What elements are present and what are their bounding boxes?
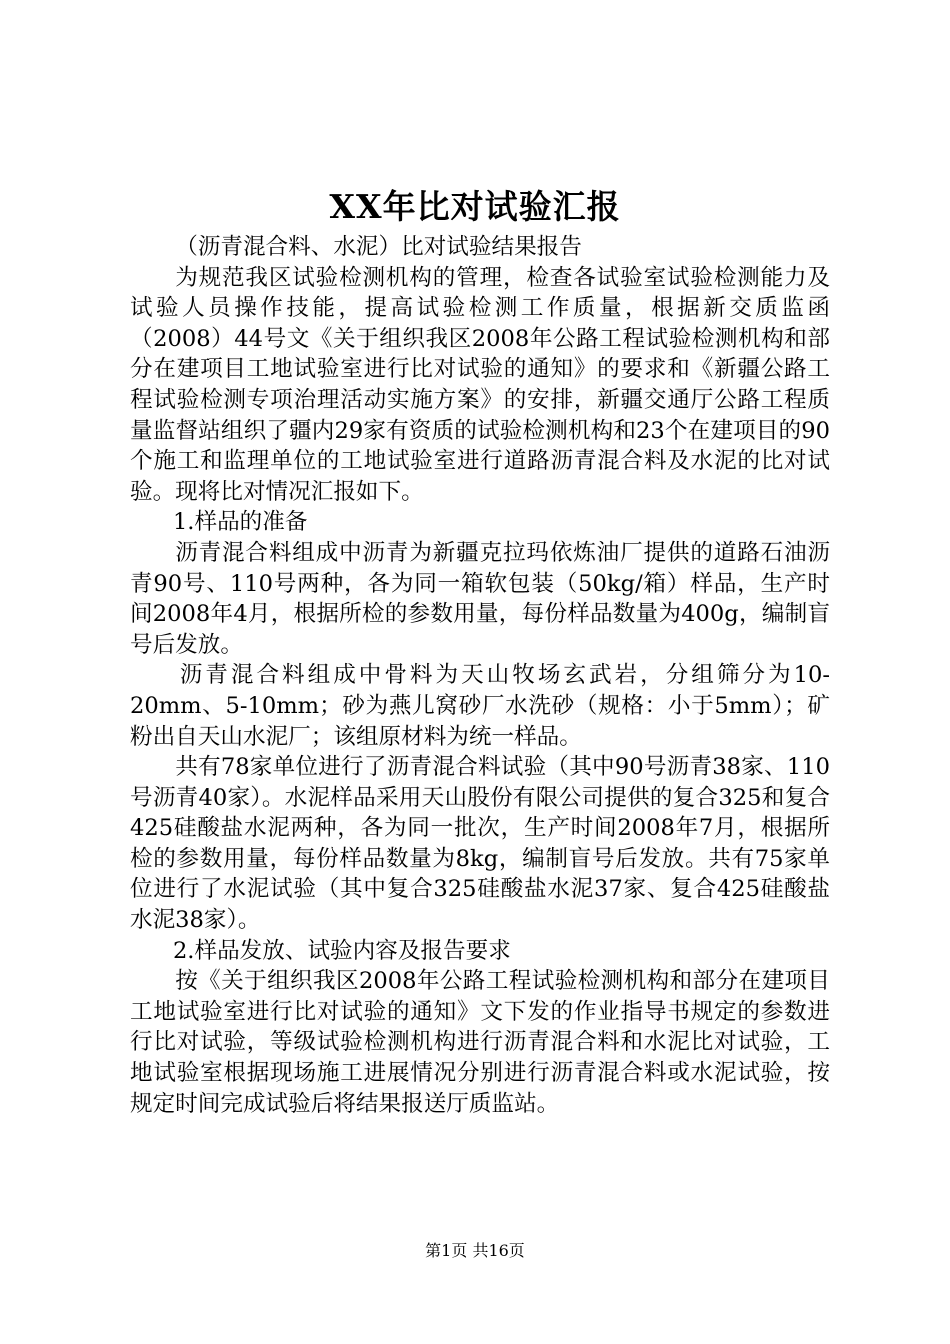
section-heading-distribution: 2.样品发放、试验内容及报告要求 bbox=[172, 937, 511, 964]
page-title: XX年比对试验汇报 bbox=[329, 187, 621, 226]
report-subtitle: （沥青混合料、水泥）比对试验结果报告 bbox=[175, 234, 582, 260]
intro-paragraph: 为规范我区试验检测机构的管理，检查各试验室试验检测能力及试验人员操作技能，提高试验检测工作质量，根据新交质监函（2008）44号文《关于组织我区2008年公路工程试验检测机构和部分在建项目工地试验室进行比对试验的通知》的要求和《新疆公路工程试验检测专项治理活动实施方案》的安排，新疆交通厅公路工程质量监督站组织了疆内29家有资质的试验检测机构和23个在建项目的90个施工和监理单位的工地试验室进行道路沥青混合料及水泥的比对试验。现将比对情况汇报如下。 bbox=[130, 264, 830, 505]
section-heading-sample-preparation: 1.样品的准备 bbox=[172, 509, 308, 536]
page-footer: 第1页 共16页 bbox=[425, 1241, 525, 1260]
document-body bbox=[130, 232, 830, 1119]
paragraph-participants-cement: 共有78家单位进行了沥青混合料试验（其中90号沥青38家、110号沥青40家）。水泥样品采用天山股份有限公司提供的复合325和复合425硅酸盐水泥两种，各为同一批次，生产时间2008年7月，根据所检的参数用量，每份样品数量为8kg，编制盲号后发放。共有75家单位进行了水泥试验（其中复合325硅酸盐水泥37家、复合425硅酸盐水泥38家）。 bbox=[130, 754, 830, 934]
paragraph-test-requirements: 按《关于组织我区2008年公路工程试验检测机构和部分在建项目工地试验室进行比对试验的通知》文下发的作业指导书规定的参数进行比对试验，等级试验检测机构进行沥青混合料和水泥比对试验，工地试验室根据现场施工进展情况分别进行沥青混合料或水泥试验，按规定时间完成试验后将结果报送厅质监站。 bbox=[130, 968, 830, 1117]
paragraph-asphalt-samples: 沥青混合料组成中沥青为新疆克拉玛依炼油厂提供的道路石油沥青90号、110号两种，各为同一箱软包装（50kg/箱）样品，生产时间2008年4月，根据所检的参数用量，每份样品数量为400g，编制盲号后发放。 bbox=[130, 539, 830, 658]
paragraph-aggregate-samples: 沥青混合料组成中骨料为天山牧场玄武岩，分组筛分为10-20mm、5-10mm；砂为燕儿窝砂厂水洗砂（规格：小于5mm）；矿粉出自天山水泥厂；该组原材料为统一样品。 bbox=[130, 662, 830, 750]
